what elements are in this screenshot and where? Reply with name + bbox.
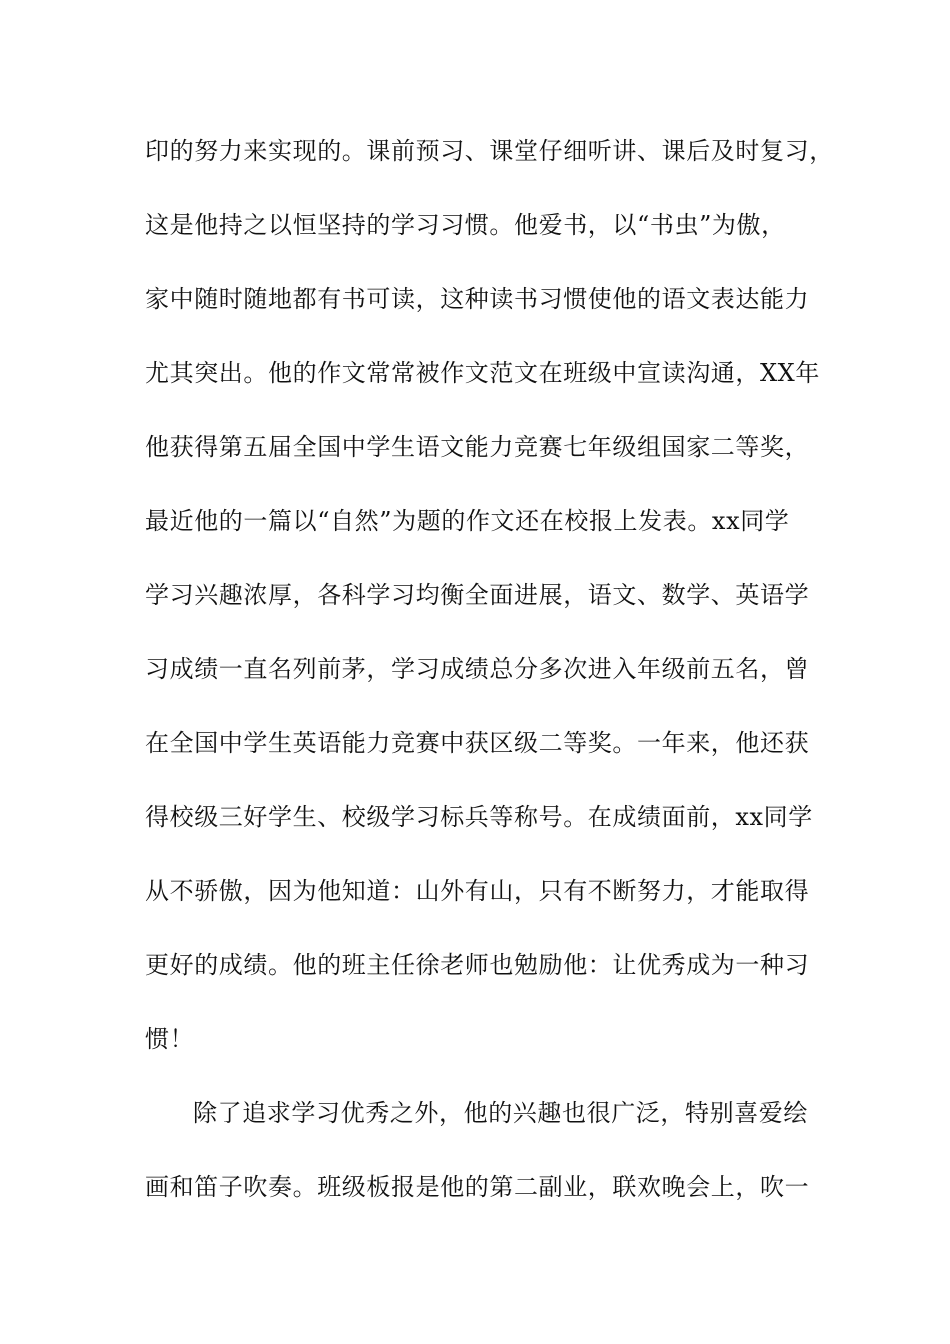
text-line: 从不骄傲，因为他知道：山外有山，只有不断努力，才能取得	[145, 877, 810, 905]
text-line: 家中随时随地都有书可读，这种读书习惯使他的语文表达能力	[145, 285, 810, 313]
text-line: 尤其突出。他的作文常常被作文范文在班级中宣读沟通，XX年	[145, 359, 820, 387]
text-line: 最近他的一篇以“自然”为题的作文还在校报上发表。xx同学	[145, 507, 790, 535]
text-line: 学习兴趣浓厚，各科学习均衡全面进展，语文、数学、英语学	[145, 581, 810, 609]
text-line: 他获得第五届全国中学生语文能力竞赛七年级组国家二等奖，	[145, 433, 810, 461]
text-line: 习成绩一直名列前茅，学习成绩总分多次进入年级前五名，曾	[145, 655, 810, 683]
text-line: 印的努力来实现的。课前预习、课堂仔细听讲、课后及时复习，	[145, 137, 834, 165]
text-line: 在全国中学生英语能力竞赛中获区级二等奖。一年来，他还获	[145, 729, 810, 757]
text-line: 惯！	[145, 1025, 195, 1053]
text-line: 得校级三好学生、校级学习标兵等称号。在成绩面前，xx同学	[145, 803, 813, 831]
paragraph-first-line: 除了追求学习优秀之外，他的兴趣也很广泛，特别喜爱绘	[193, 1099, 808, 1127]
document-body	[145, 130, 834, 1240]
text-line: 更好的成绩。他的班主任徐老师也勉励他：让优秀成为一种习	[145, 951, 810, 979]
text-line: 这是他持之以恒坚持的学习习惯。他爱书，以“书虫”为傲，	[145, 211, 786, 239]
text-line: 画和笛子吹奏。班级板报是他的第二副业，联欢晚会上，吹一	[145, 1173, 810, 1201]
